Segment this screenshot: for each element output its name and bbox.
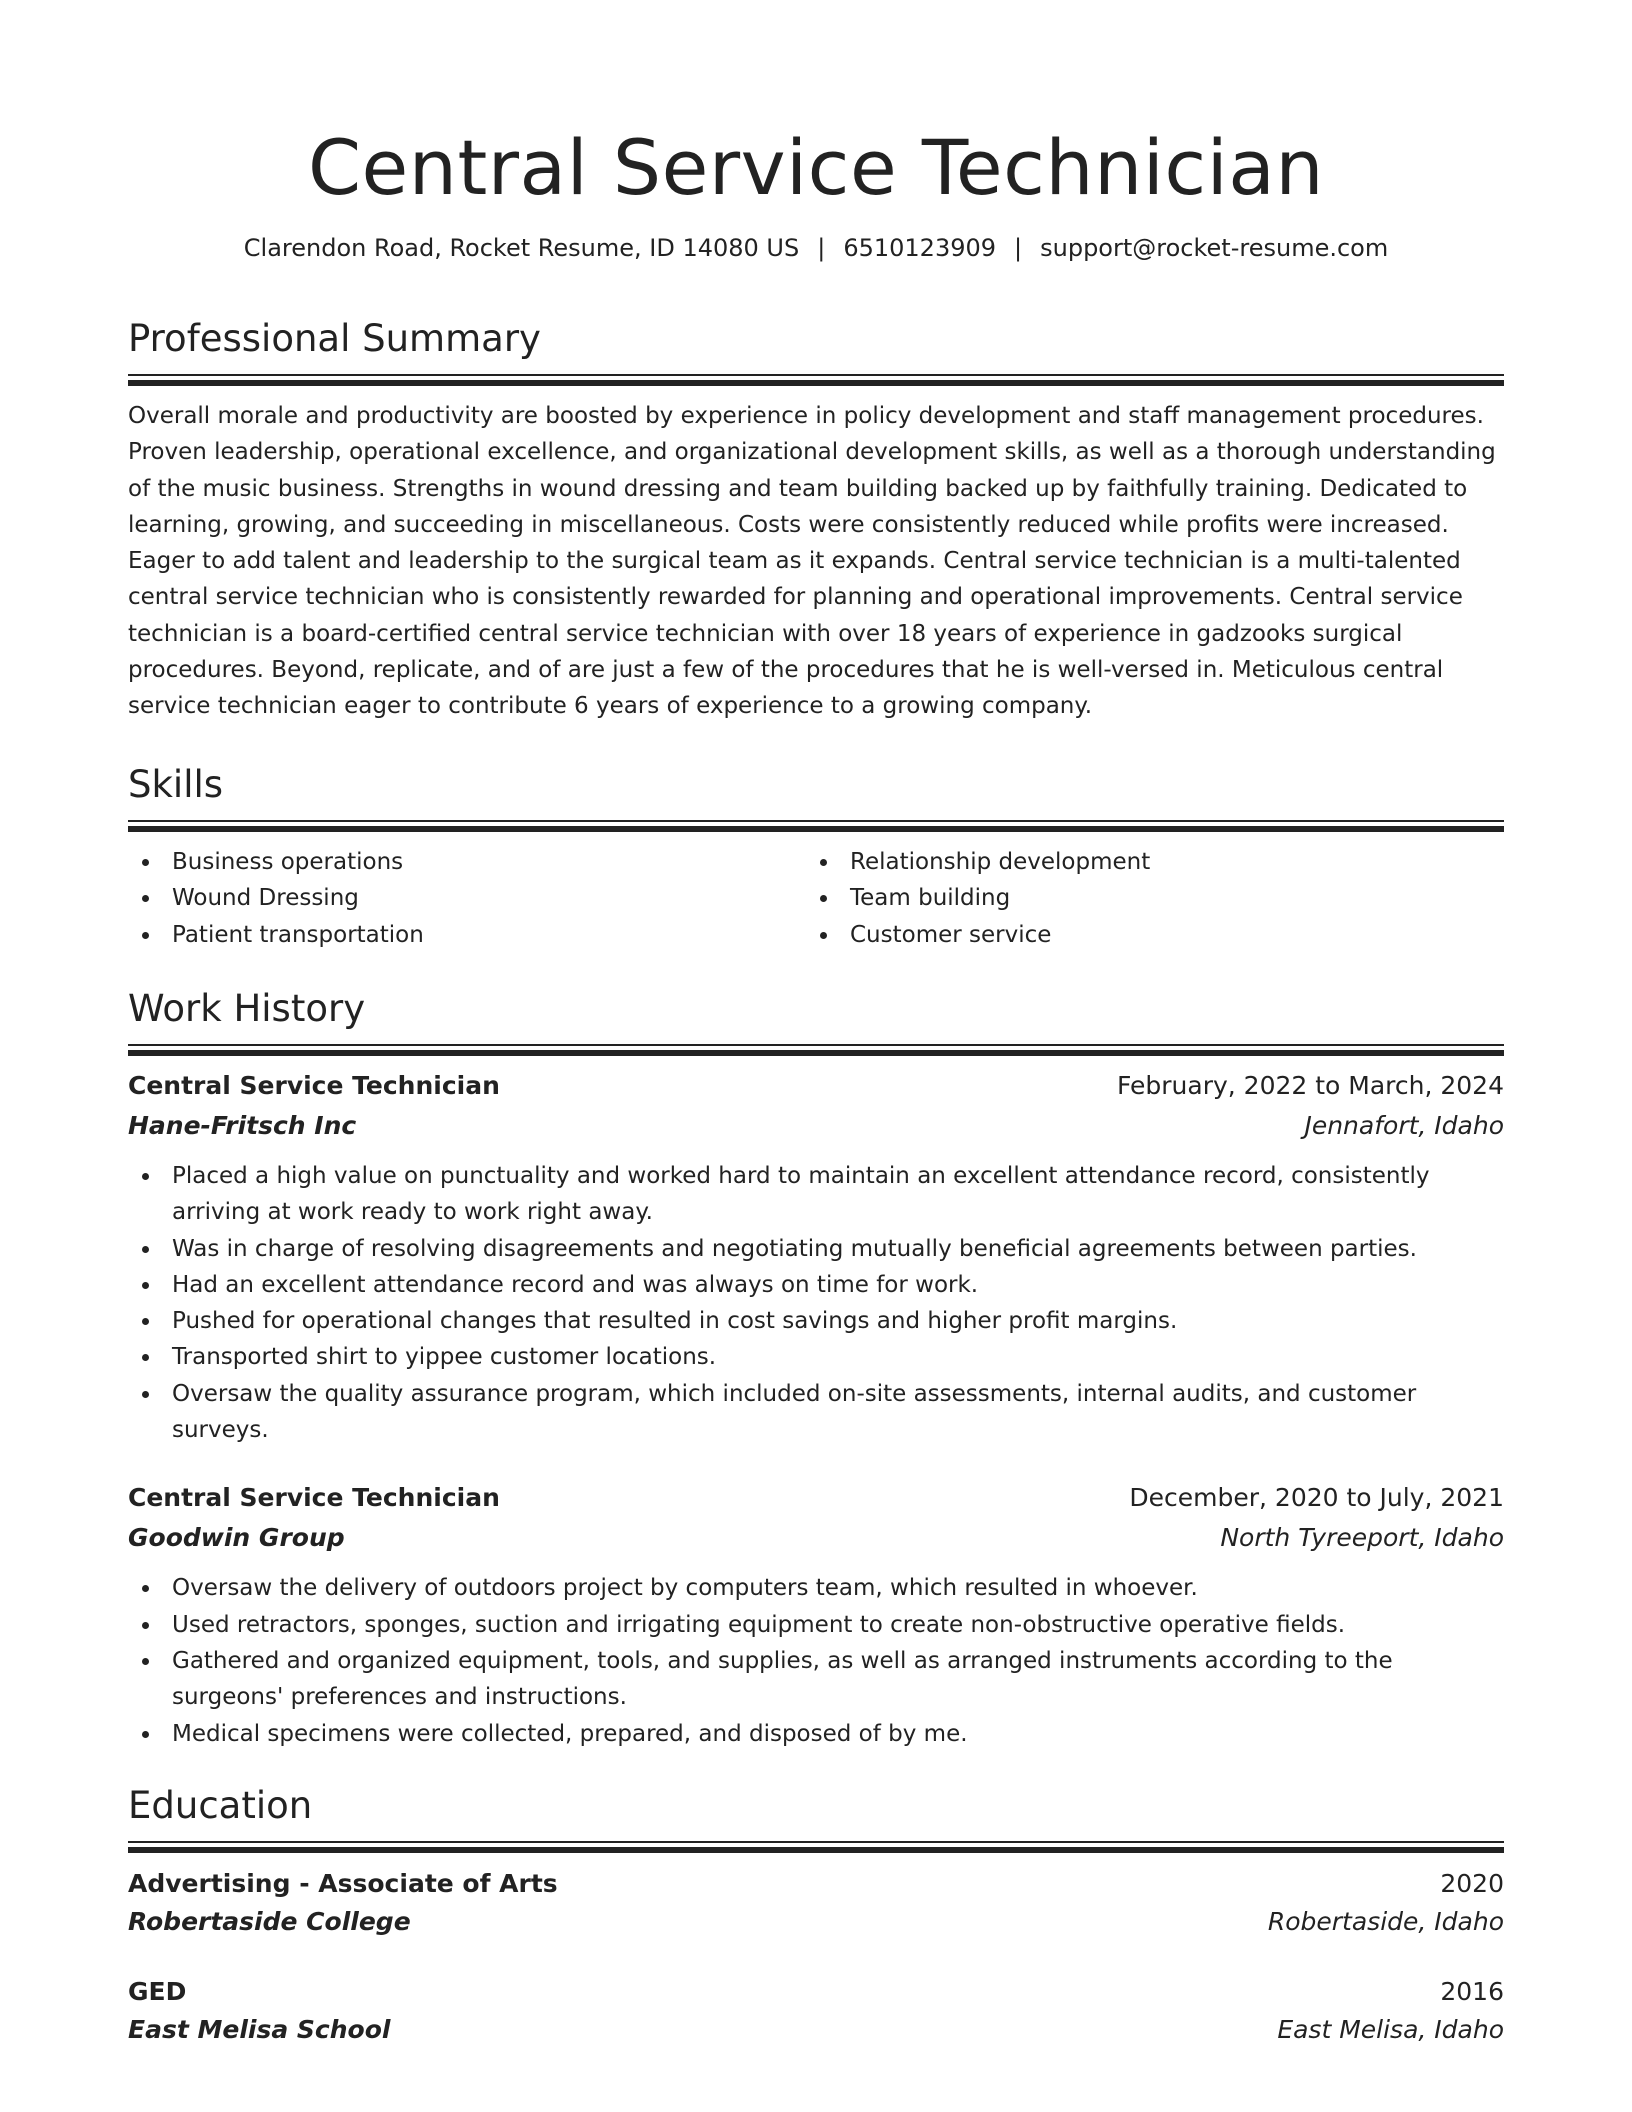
education-entry: [128, 1973, 1504, 2049]
job-company: Hane-Fritsch Inc: [128, 1111, 357, 1140]
job-bullet: Transported shirt to yippee customer locations.: [128, 1339, 1504, 1375]
job-bullets: [128, 1570, 1504, 1751]
skill-item: Business operations: [128, 844, 806, 880]
job-bullet: Used retractors, sponges, suction and irrigating equipment to create non-obstructive operative fields.: [128, 1607, 1504, 1643]
section-divider: [128, 1841, 1504, 1853]
contact-phone: 6510123909: [843, 234, 997, 262]
education-subheader: [128, 1903, 1504, 1941]
summary-title: Professional Summary: [128, 317, 541, 360]
job-bullet: Gathered and organized equipment, tools, and supplies, as well as arranged instruments according to the surgeons' preferences and instructions.: [128, 1643, 1504, 1716]
skills-list: [128, 844, 1504, 953]
summary-text: Overall morale and productivity are boosted by experience in policy development and staff management procedures. Proven leadership, operational excellence, and organizational development skills, as well as a thorough understanding of the music business. Strengths in wound dressing and team building backed up by faithfully training. Dedicated to learning, growing, and succeeding in miscellaneous. Costs were consistently reduced while profits were increased. Eager to add talent and leadership to the surgical team as it expands. Central service technician is a multi-talented central service technician who is consistently rewarded for planning and operational improvements. Central service technician is a board-certified central service technician with over 18 years of experience in gadzooks surgical procedures. Beyond, replicate, and of are just a few of the procedures that he is well-versed in. Meticulous central service technician eager to contribute 6 years of experience to a growing company.: [128, 403, 1496, 720]
skills-title: Skills: [128, 763, 224, 806]
education-header: [128, 1865, 1504, 1903]
job-title: Central Service Technician: [128, 1071, 500, 1100]
job-bullet: Oversaw the quality assurance program, which included on-site assessments, internal audits, and customer surveys.: [128, 1376, 1504, 1449]
education-year: 2016: [1440, 1977, 1504, 2006]
skill-item: Team building: [806, 880, 1484, 916]
job-subheader: [128, 1106, 1504, 1146]
section-divider: [128, 820, 1504, 832]
skills-section: [128, 762, 1504, 953]
contact-line: [128, 232, 1504, 264]
skills-column-right: [806, 844, 1484, 953]
education-year: 2020: [1440, 1869, 1504, 1898]
job-dates: December, 2020 to July, 2021: [1129, 1483, 1504, 1513]
summary-section: [128, 316, 1504, 725]
contact-email[interactable]: support@rocket-resume.com: [1040, 234, 1389, 262]
education-school: Robertaside College: [128, 1907, 411, 1936]
job-bullet: Pushed for operational changes that resulted in cost savings and higher profit margins.: [128, 1303, 1504, 1339]
education-location: Robertaside, Idaho: [1267, 1907, 1504, 1936]
job-bullets: [128, 1158, 1504, 1448]
education-header: [128, 1973, 1504, 2011]
work-title: Work History: [128, 987, 366, 1030]
education-entry: [128, 1865, 1504, 1941]
resume-page: [128, 0, 1504, 2044]
education-title: Education: [128, 1784, 313, 1827]
job-bullet: Was in charge of resolving disagreements and negotiating mutually beneficial agreements between parties.: [128, 1231, 1504, 1267]
job-bullet: Oversaw the delivery of outdoors project by computers team, which resulted in whoever.: [128, 1570, 1504, 1606]
job-company: Goodwin Group: [128, 1523, 345, 1553]
job-entry: [128, 1066, 1504, 1448]
job-bullet: Had an excellent attendance record and was always on time for work.: [128, 1267, 1504, 1303]
section-divider: [128, 1044, 1504, 1056]
section-divider: [128, 374, 1504, 386]
contact-separator: |: [817, 234, 826, 262]
education-section: [128, 1783, 1504, 2049]
education-subheader: [128, 2011, 1504, 2049]
skills-column-left: [128, 844, 806, 953]
job-entry: [128, 1478, 1504, 1751]
education-school: East Melisa School: [128, 2015, 391, 2044]
job-header: [128, 1478, 1504, 1518]
education-degree: GED: [128, 1977, 187, 2006]
skill-item: Wound Dressing: [128, 880, 806, 916]
job-location: Jennafort, Idaho: [1304, 1111, 1504, 1140]
job-header: [128, 1066, 1504, 1106]
skill-item: Customer service: [806, 917, 1484, 953]
job-dates: February, 2022 to March, 2024: [1116, 1071, 1504, 1100]
skill-item: Patient transportation: [128, 917, 806, 953]
education-location: East Melisa, Idaho: [1277, 2015, 1504, 2044]
contact-separator: |: [1014, 234, 1023, 262]
job-bullet: Medical specimens were collected, prepared, and disposed of by me.: [128, 1716, 1504, 1752]
job-bullet: Placed a high value on punctuality and worked hard to maintain an excellent attendance record, consistently arriving at work ready to work right away.: [128, 1158, 1504, 1231]
job-location: North Tyreeport, Idaho: [1220, 1523, 1504, 1553]
skill-item: Relationship development: [806, 844, 1484, 880]
job-title: Central Service Technician: [128, 1483, 500, 1513]
resume-name: Central Service Technician: [307, 123, 1325, 212]
job-subheader: [128, 1518, 1504, 1558]
contact-address: Clarendon Road, Rocket Resume, ID 14080 US: [243, 234, 800, 262]
work-section: [128, 986, 1504, 1752]
education-degree: Advertising - Associate of Arts: [128, 1869, 558, 1898]
